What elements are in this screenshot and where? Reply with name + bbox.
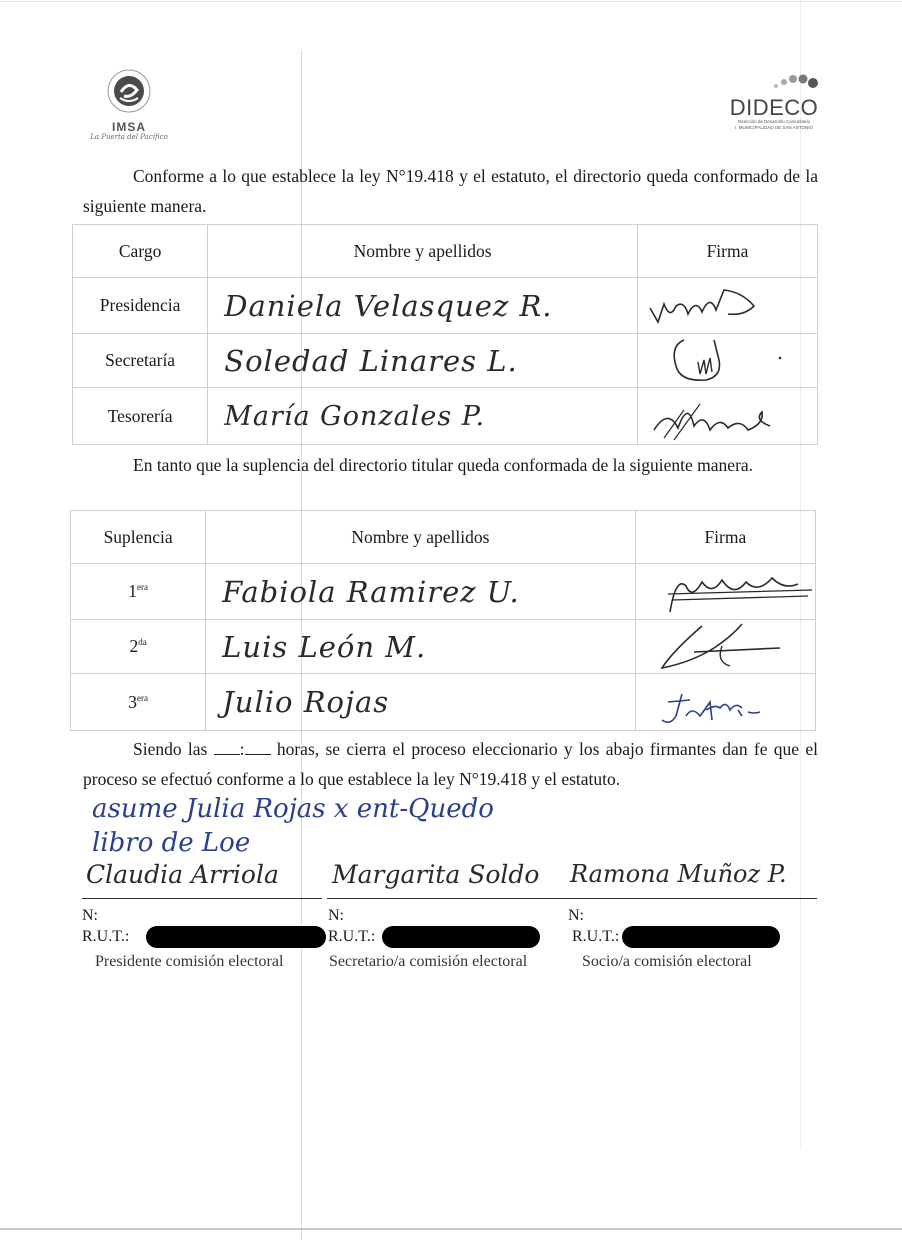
header-firma: Firma — [637, 225, 817, 278]
nombre-cell: Luis León M. — [206, 620, 636, 674]
substitute-paragraph — [83, 450, 818, 480]
table-row — [71, 620, 816, 674]
ordinal-cell — [71, 564, 206, 620]
firma-cell — [637, 388, 817, 445]
page-top-edge — [0, 1, 902, 2]
table-row — [73, 334, 818, 388]
signature-line — [82, 898, 322, 899]
note-line-2: libro de Loe — [92, 828, 251, 858]
signatory-signature: Claudia Arriola — [86, 860, 279, 889]
dideco-dots-icon — [724, 70, 824, 92]
firma-cell — [637, 334, 817, 388]
header-firma: Firma — [635, 511, 815, 564]
nombre-cell: María Gonzales P. — [208, 388, 638, 445]
ordinal-cell — [71, 620, 206, 674]
rut-label: R.U.T.: — [328, 928, 376, 945]
board-header-row — [73, 225, 818, 278]
header-suplencia: Suplencia — [71, 511, 206, 564]
imsa-logo — [84, 68, 174, 148]
ordinal-number: 1 — [128, 581, 137, 601]
ordinal-cell — [71, 674, 206, 731]
imsa-seal-icon — [106, 68, 152, 114]
hour-blank — [214, 738, 240, 755]
cargo-cell: Tesorería — [73, 388, 208, 445]
header-nombre: Nombre y apellidos — [206, 511, 636, 564]
imsa-tagline: La Puerta del Pacífico — [90, 133, 168, 141]
board-table — [72, 224, 818, 445]
rut-redaction — [382, 926, 540, 948]
n-label: N: — [82, 907, 98, 924]
signature-line — [567, 898, 817, 899]
imsa-name: IMSA — [112, 120, 146, 134]
firma-cell — [635, 674, 815, 731]
handwritten-note — [92, 792, 494, 860]
signature-mark — [642, 566, 817, 620]
substitute-table — [70, 510, 816, 731]
signatory-signature: Ramona Muñoz P. — [570, 860, 787, 888]
header-cargo: Cargo — [73, 225, 208, 278]
minute-blank — [245, 738, 271, 755]
page-bottom-edge — [0, 1228, 902, 1230]
nombre-cell: Soledad Linares L. — [208, 334, 638, 388]
n-label: N: — [568, 907, 584, 924]
signatory-signature: Margarita Soldo — [332, 860, 540, 889]
firma-cell — [637, 278, 817, 334]
ordinal-number: 2 — [129, 636, 139, 656]
signature-mark — [644, 390, 814, 444]
signature-line — [327, 898, 567, 899]
signature-mark — [642, 676, 817, 730]
table-row — [73, 388, 818, 445]
rut-redaction — [622, 926, 780, 948]
dideco-name: DIDECO — [729, 95, 819, 120]
intro-paragraph — [83, 161, 818, 221]
signatory-role: Socio/a comisión electoral — [582, 953, 752, 970]
ordinal-suffix: era — [136, 582, 148, 593]
dideco-subtitle-2: I. MUNICIPALIDAD DE SAN ANTONIO — [734, 124, 814, 130]
firma-cell — [635, 564, 815, 620]
rut-redaction — [146, 926, 326, 948]
note-line-1: asume Julia Rojas x ent-Quedo — [92, 794, 494, 824]
cargo-cell: Secretaría — [73, 334, 208, 388]
rut-label: R.U.T.: — [572, 928, 620, 945]
table-row — [73, 278, 818, 334]
ordinal-suffix: era — [136, 692, 148, 703]
cargo-cell: Presidencia — [73, 278, 208, 334]
signature-mark — [642, 622, 817, 676]
ordinal-number: 3 — [128, 691, 137, 712]
intro-text: Conforme a lo que establece la ley N°19.418 y el estatuto, el directorio queda conformado de la siguiente manera. — [83, 166, 818, 216]
dideco-logo — [724, 70, 824, 134]
n-label: N: — [328, 907, 344, 924]
table-row — [71, 564, 816, 620]
nombre-cell: Fabiola Ramirez U. — [206, 564, 636, 620]
closing-text-1: Siendo las — [133, 739, 208, 759]
substitute-text: En tanto que la suplencia del directorio titular queda conformada de la siguiente manera. — [133, 455, 754, 475]
closing-text-2: horas, se cierra el proceso eleccionario y los abajo firmantes dan fe que el proceso se efectuó conforme a lo que establece la ley N°19.418 y el estatuto. — [83, 739, 818, 789]
firma-cell — [635, 620, 815, 674]
signature-mark — [644, 280, 814, 330]
nombre-cell: Julio Rojas — [206, 674, 636, 731]
header-nombre: Nombre y apellidos — [208, 225, 638, 278]
signature-mark — [644, 336, 814, 386]
table-row — [71, 674, 816, 731]
signatory-role: Secretario/a comisión electoral — [329, 953, 528, 970]
signatory-role: Presidente comisión electoral — [95, 953, 284, 970]
rut-label: R.U.T.: — [82, 928, 130, 945]
closing-paragraph — [83, 734, 818, 794]
nombre-cell: Daniela Velasquez R. — [208, 278, 638, 334]
closing-colon: : — [239, 739, 245, 759]
substitute-header-row — [71, 511, 816, 564]
dideco-subtitle-1: Dirección de Desarrollo Comunitario — [737, 119, 811, 124]
ordinal-suffix: da — [138, 637, 147, 648]
